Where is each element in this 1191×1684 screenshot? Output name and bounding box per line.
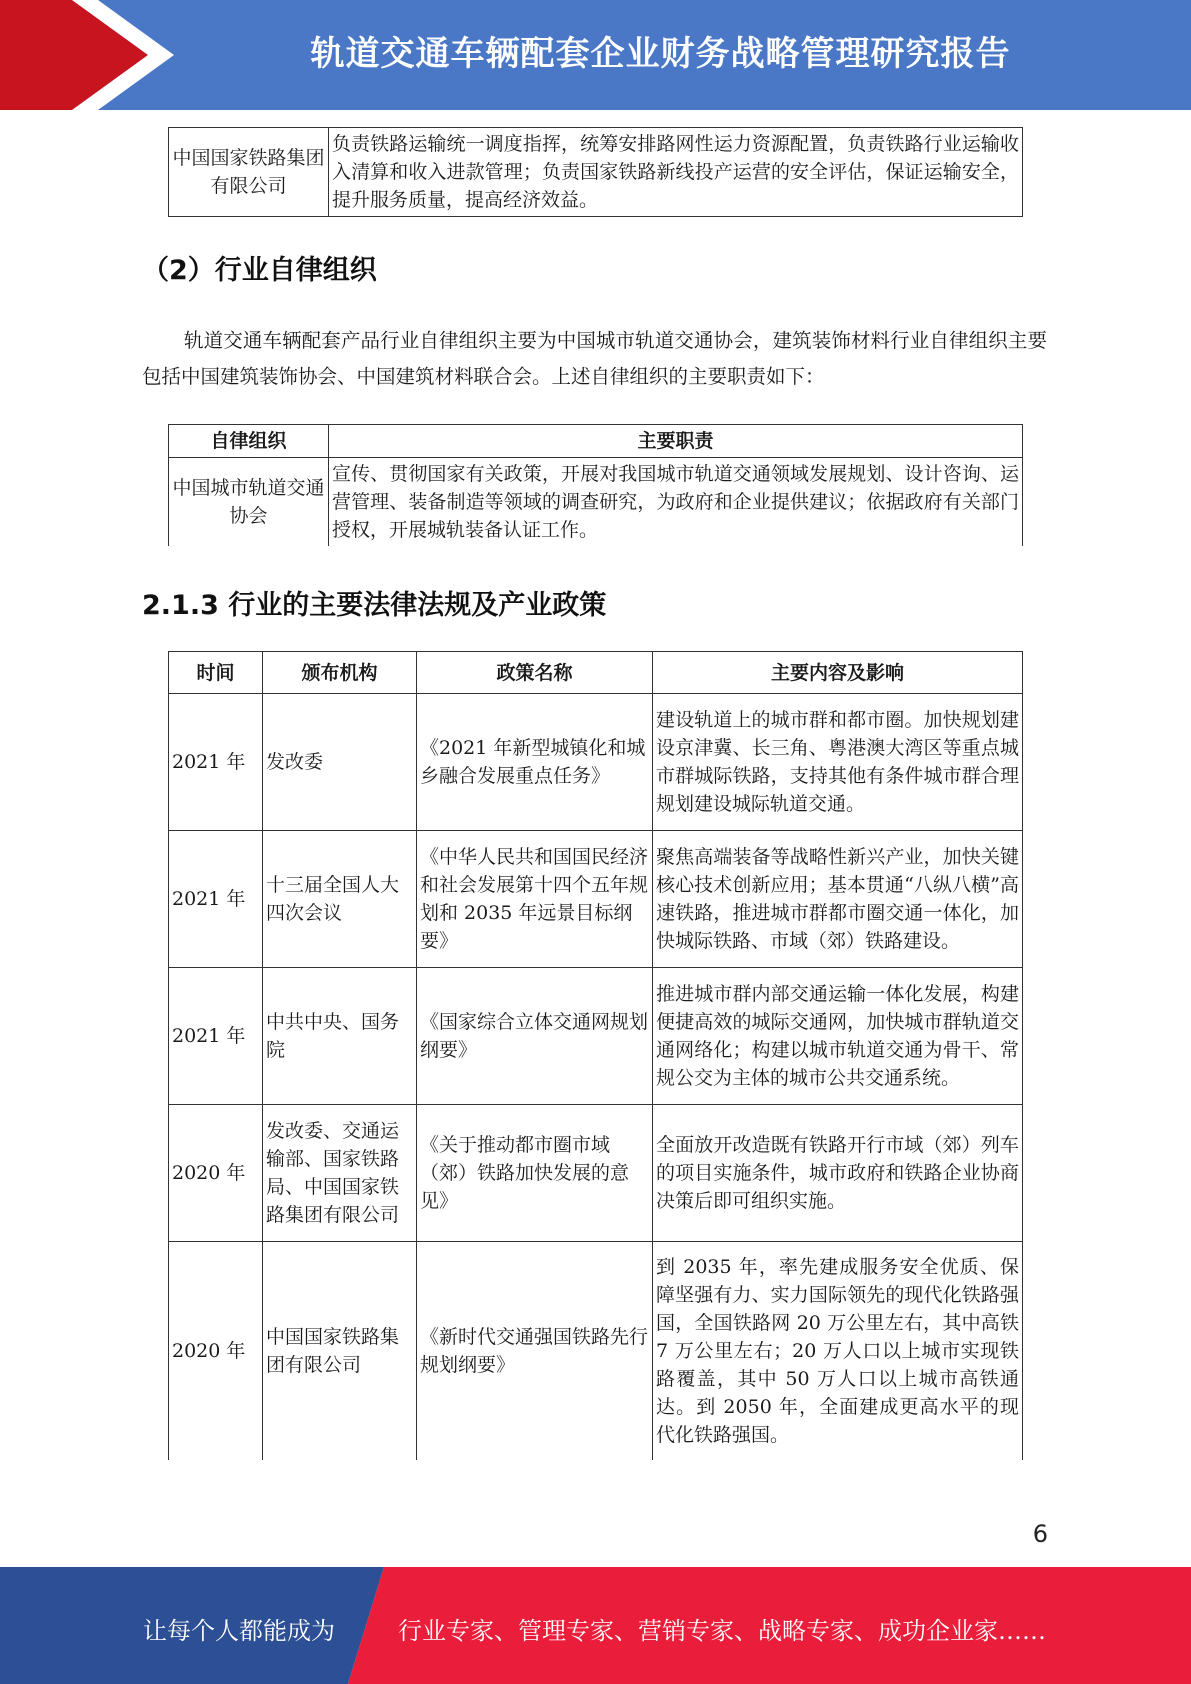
- time-cell: 2021 年: [169, 694, 263, 831]
- duty-cell: 宣传、贯彻国家有关政策，开展对我国城市轨道交通领域发展规划、设计咨询、运营管理、装备制造等领域的调查研究，为政府和企业提供建议；依据政府有关部门授权，开展城轨装备认证工作。: [329, 458, 1023, 547]
- header-title: 轨道交通车辆配套企业财务战略管理研究报告: [310, 34, 1011, 74]
- content-cell: 到 2035 年，率先建成服务安全优质、保障坚强有力、实力国际领先的现代化铁路强国，全国铁路网 20 万公里左右，其中高铁 7 万公里左右；20 万人口以上城市实现铁路覆盖，其中 50 万人口以上城市高铁通达。到 2050 年，全面建成更高水平的现代化铁路强国。: [653, 1242, 1023, 1460]
- org-cell: 中国国家铁路集团有限公司: [169, 128, 329, 217]
- table-row: [169, 1105, 1023, 1242]
- column-header: 时间: [169, 652, 263, 694]
- time-cell: 2020 年: [169, 1105, 263, 1242]
- table-row: [169, 458, 1023, 547]
- page-number: 6: [1032, 1520, 1048, 1548]
- table-row: [169, 831, 1023, 968]
- table-row: [169, 128, 1023, 217]
- government-duties-table: [168, 127, 1023, 217]
- table-row: [169, 694, 1023, 831]
- footer-slogan-left: 让每个人都能成为: [143, 1617, 335, 1645]
- section-paragraph: 轨道交通车辆配套产品行业自律组织主要为中国城市轨道交通协会，建筑装饰材料行业自律组织主要包括中国建筑装饰协会、中国建筑材料联合会。上述自律组织的主要职责如下：: [142, 329, 1047, 388]
- policy-name-cell: 《2021 年新型城镇化和城乡融合发展重点任务》: [417, 694, 653, 831]
- column-header: 主要内容及影响: [653, 652, 1023, 694]
- duty-cell: 负责铁路运输统一调度指挥，统筹安排路网性运力资源配置，负责铁路行业运输收入清算和收入进款管理；负责国家铁路新线投产运营的安全评估，保证运输安全，提升服务质量，提高经济效益。: [329, 128, 1023, 217]
- policies-table: [168, 651, 1023, 1460]
- self-regulatory-table: [168, 424, 1023, 546]
- time-cell: 2020 年: [169, 1242, 263, 1460]
- policy-name-cell: 《国家综合立体交通网规划纲要》: [417, 968, 653, 1105]
- column-header: 颁布机构: [263, 652, 417, 694]
- section-heading-self-regulatory: （2）行业自律组织: [142, 255, 377, 286]
- column-header: 自律组织: [169, 425, 329, 458]
- content-cell: 聚焦高端装备等战略性新兴产业，加快关键核心技术创新应用；基本贯通“八纵八横”高速铁路，推进城市群都市圈交通一体化，加快城际铁路、市域（郊）铁路建设。: [653, 831, 1023, 968]
- agency-cell: 发改委: [263, 694, 417, 831]
- agency-cell: 发改委、交通运输部、国家铁路局、中国国家铁路集团有限公司: [263, 1105, 417, 1242]
- page-header: [0, 0, 1191, 110]
- page-footer: [0, 1567, 1191, 1684]
- table-header-row: [169, 652, 1023, 694]
- agency-cell: 十三届全国人大四次会议: [263, 831, 417, 968]
- policy-name-cell: 《关于推动都市圈市域（郊）铁路加快发展的意见》: [417, 1105, 653, 1242]
- policy-name-cell: 《中华人民共和国国民经济和社会发展第十四个五年规划和 2035 年远景目标纲要》: [417, 831, 653, 968]
- table-row: [169, 1242, 1023, 1460]
- content-cell: 建设轨道上的城市群和都市圈。加快规划建设京津冀、长三角、粤港澳大湾区等重点城市群城际铁路，支持其他有条件城市群合理规划建设城际轨道交通。: [653, 694, 1023, 831]
- column-header: 主要职责: [329, 425, 1023, 458]
- footer-slogan-right: 行业专家、管理专家、营销专家、战略专家、成功企业家……: [398, 1617, 1046, 1645]
- time-cell: 2021 年: [169, 831, 263, 968]
- org-cell: 中国城市轨道交通协会: [169, 458, 329, 547]
- policy-name-cell: 《新时代交通强国铁路先行规划纲要》: [417, 1242, 653, 1460]
- table-header-row: [169, 425, 1023, 458]
- time-cell: 2021 年: [169, 968, 263, 1105]
- agency-cell: 中国国家铁路集团有限公司: [263, 1242, 417, 1460]
- content-cell: 全面放开改造既有铁路开行市域（郊）列车的项目实施条件，城市政府和铁路企业协商决策后即可组织实施。: [653, 1105, 1023, 1242]
- section-heading-laws-policies: 2.1.3 行业的主要法律法规及产业政策: [142, 590, 607, 621]
- content-cell: 推进城市群内部交通运输一体化发展，构建便捷高效的城际交通网，加快城市群轨道交通网络化；构建以城市轨道交通为骨干、常规公交为主体的城市公共交通系统。: [653, 968, 1023, 1105]
- agency-cell: 中共中央、国务院: [263, 968, 417, 1105]
- table-row: [169, 968, 1023, 1105]
- column-header: 政策名称: [417, 652, 653, 694]
